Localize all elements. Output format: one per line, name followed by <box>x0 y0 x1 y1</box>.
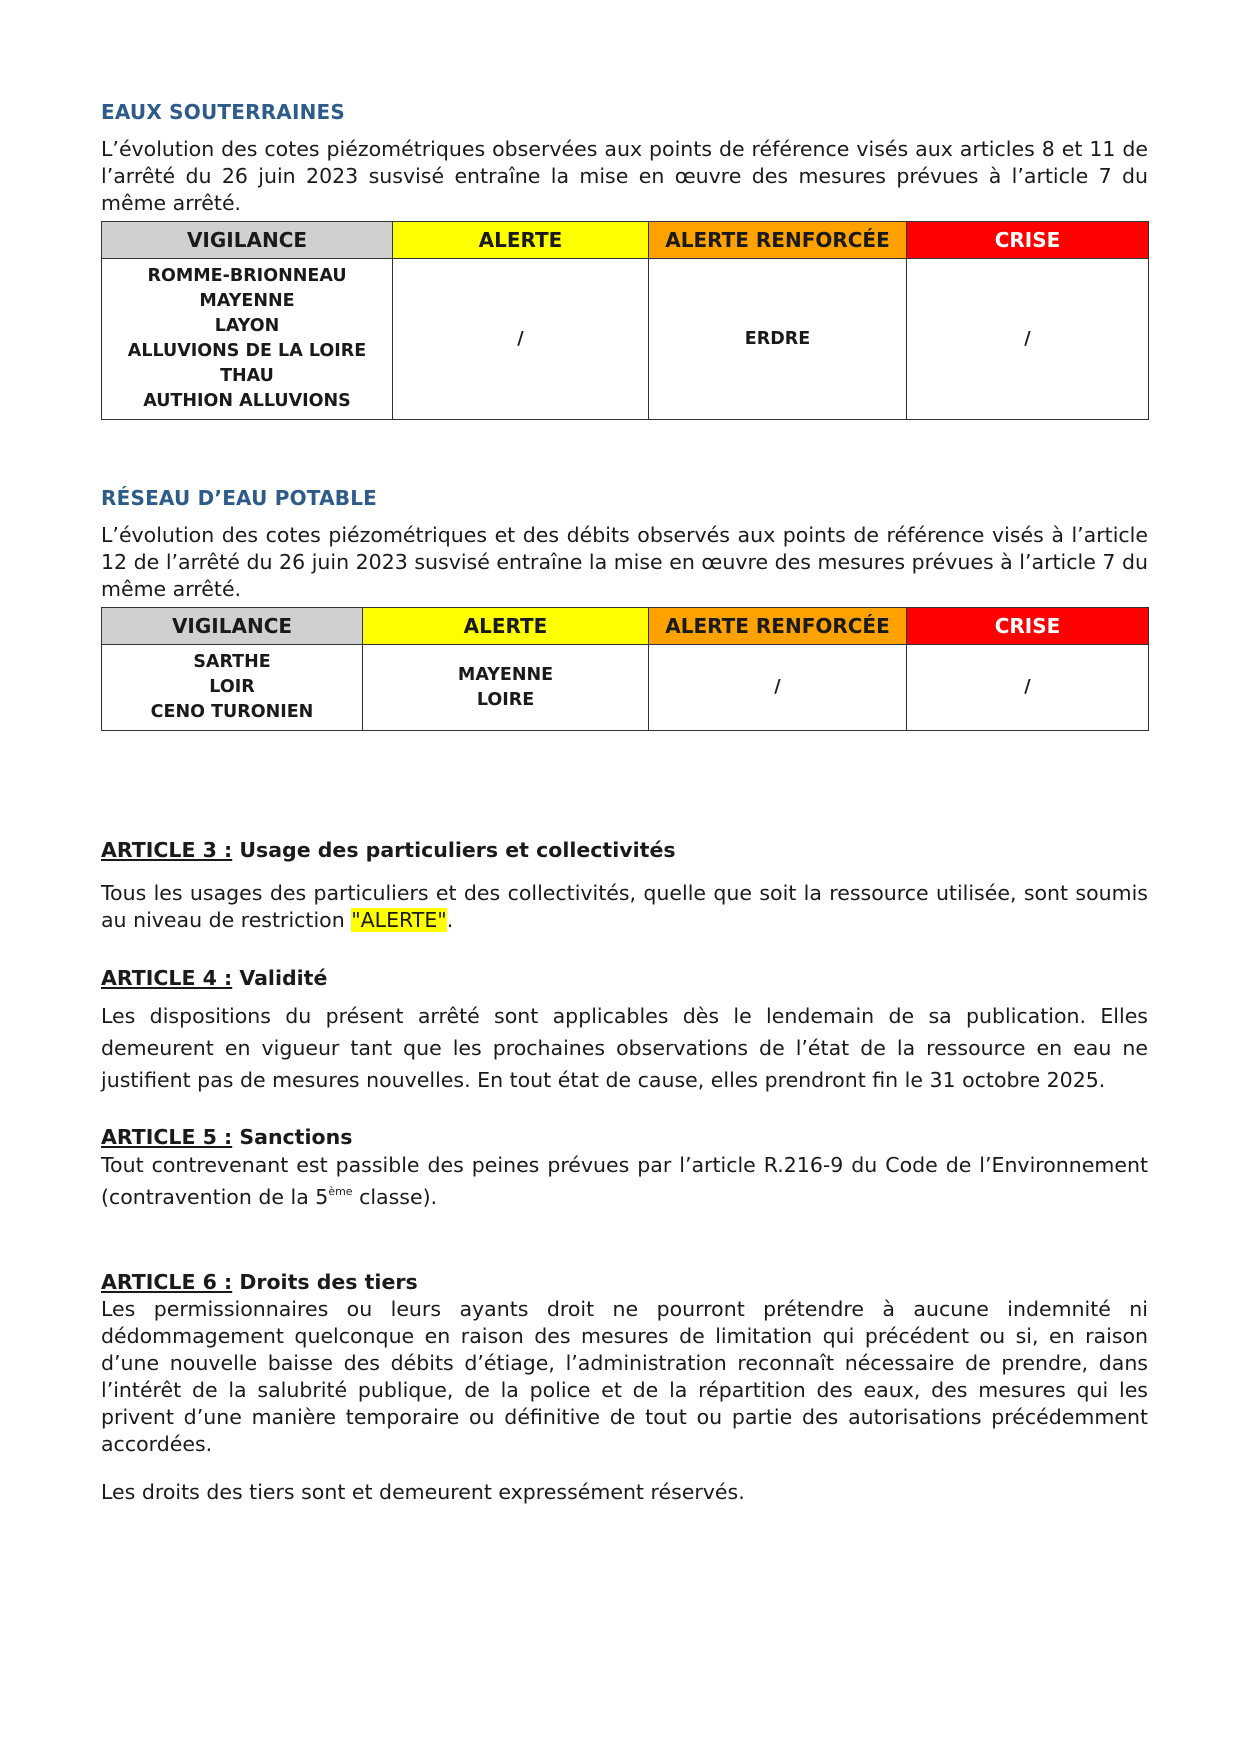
section-intro: L’évolution des cotes piézométriques observées aux points de référence visés aux articles 8 et 11 de l’arrêté du 26 juin 2023 susvisé entraîne la mise en œuvre des mesures prévues à l’article 7 du même arrêté. <box>101 137 1148 215</box>
levels-table-eau-potable <box>101 607 1149 731</box>
cell-line: LAYON <box>214 316 280 336</box>
article-title <box>101 966 1148 990</box>
article-4 <box>101 966 1148 1096</box>
article-text-2: Les droits des tiers sont et demeurent expressément réservés. <box>101 1480 745 1504</box>
cell-line: CENO TURONIEN <box>150 702 314 722</box>
cell-vigilance <box>102 645 363 731</box>
cell-line: ALLUVIONS DE LA LOIRE <box>127 341 367 361</box>
article-label: ARTICLE 6 : <box>101 1270 233 1294</box>
article-text-end: classe). <box>352 1185 438 1209</box>
header-vigilance: VIGILANCE <box>102 222 393 259</box>
header-alerte: ALERTE <box>393 222 649 259</box>
article-heading: Usage des particuliers et collectivités <box>232 838 676 862</box>
cell-crise <box>907 645 1149 731</box>
section-heading: RÉSEAU D’EAU POTABLE <box>101 486 378 510</box>
article-text <box>101 880 1148 934</box>
highlighted-level: "ALERTE" <box>351 908 447 932</box>
cell-alerte-renforcee <box>649 645 907 731</box>
section-intro: L’évolution des cotes piézométriques et des débits observés aux points de référence visés à l’article 12 de l’arrêté du 26 juin 2023 susvisé entraîne la mise en œuvre des mesures prévues à l’article 7 du même arrêté. <box>101 523 1148 601</box>
article-text-end: . <box>446 908 454 932</box>
table-header-row <box>102 222 1149 259</box>
cell-line: THAU <box>220 366 274 386</box>
table-row <box>102 259 1149 420</box>
header-crise: CRISE <box>907 222 1149 259</box>
article-text <box>101 1149 1148 1213</box>
article-title <box>101 1125 1148 1149</box>
article-heading: Validité <box>232 966 328 990</box>
article-text: Les dispositions du présent arrêté sont applicables dès le lendemain de sa publication. Elles demeurent en vigueur tant que les prochaines observations de l’état de la ressource en eau ne justifient pas de mesures nouvelles. En tout état de cause, elles prendront fin le 31 octobre 2025. <box>101 1004 1148 1092</box>
cell-line: / <box>774 677 781 697</box>
article-5 <box>101 1125 1148 1213</box>
cell-line: SARTHE <box>193 652 271 672</box>
cell-line: ERDRE <box>744 328 811 349</box>
cell-line: / <box>1024 677 1031 697</box>
article-text-main: Tout contrevenant est passible des peines prévues par l’article R.216-9 du Code de l’Environnement (contravention de la 5 <box>101 1153 1148 1209</box>
cell-line: MAYENNE <box>199 291 295 311</box>
article-heading: Droits des tiers <box>232 1270 418 1294</box>
cell-line: LOIR <box>209 677 255 697</box>
article-heading: Sanctions <box>232 1125 353 1149</box>
table-header-row <box>102 608 1149 645</box>
section-heading: EAUX SOUTERRAINES <box>101 100 346 124</box>
article-text: Les permissionnaires ou leurs ayants droit ne pourront prétendre à aucune indemnité ni dédommagement quelconque en raison des mesures de limitation qui précédent ou si, en raison d’une nouvelle baisse des débits d’étiage, l’administration reconnaît nécessaire de prendre, dans l’intérêt de la salubrité publique, de la police et de la répartition des eaux, des mesures qui les privent d’une manière temporaire ou définitive de tout ou partie des autorisations précédemment accordées. <box>101 1297 1148 1456</box>
cell-vigilance <box>102 259 393 420</box>
cell-line: ROMME-BRIONNEAU <box>147 266 347 286</box>
header-alerte-renforcee: ALERTE RENFORCÉE <box>649 222 907 259</box>
cell-line: MAYENNE <box>457 664 554 685</box>
cell-line: LOIRE <box>476 689 535 710</box>
cell-alerte <box>393 259 649 420</box>
article-6 <box>101 1270 1148 1506</box>
article-3 <box>101 838 1148 934</box>
header-alerte: ALERTE <box>363 608 649 645</box>
levels-table-souterraines <box>101 221 1149 420</box>
cell-line: AUTHION ALLUVIONS <box>143 391 351 411</box>
header-crise: CRISE <box>907 608 1149 645</box>
article-label: ARTICLE 3 : <box>101 838 233 862</box>
article-title <box>101 838 1148 862</box>
section-eaux-souterraines <box>101 100 1148 420</box>
section-reseau-eau-potable <box>101 486 1148 731</box>
article-label: ARTICLE 5 : <box>101 1125 233 1149</box>
cell-alerte-renforcee <box>649 259 907 420</box>
article-label: ARTICLE 4 : <box>101 966 233 990</box>
article-title <box>101 1270 1148 1294</box>
header-alerte-renforcee: ALERTE RENFORCÉE <box>649 608 907 645</box>
cell-crise <box>907 259 1149 420</box>
cell-line: / <box>517 328 524 349</box>
table-row <box>102 645 1149 731</box>
article-text-main: Tous les usages des particuliers et des collectivités, quelle que soit la ressource utilisée, sont soumis au niveau de restriction <box>101 881 1148 932</box>
cell-alerte <box>363 645 649 731</box>
header-vigilance: VIGILANCE <box>102 608 363 645</box>
superscript: ème <box>328 1185 353 1198</box>
cell-line: / <box>1024 328 1031 349</box>
